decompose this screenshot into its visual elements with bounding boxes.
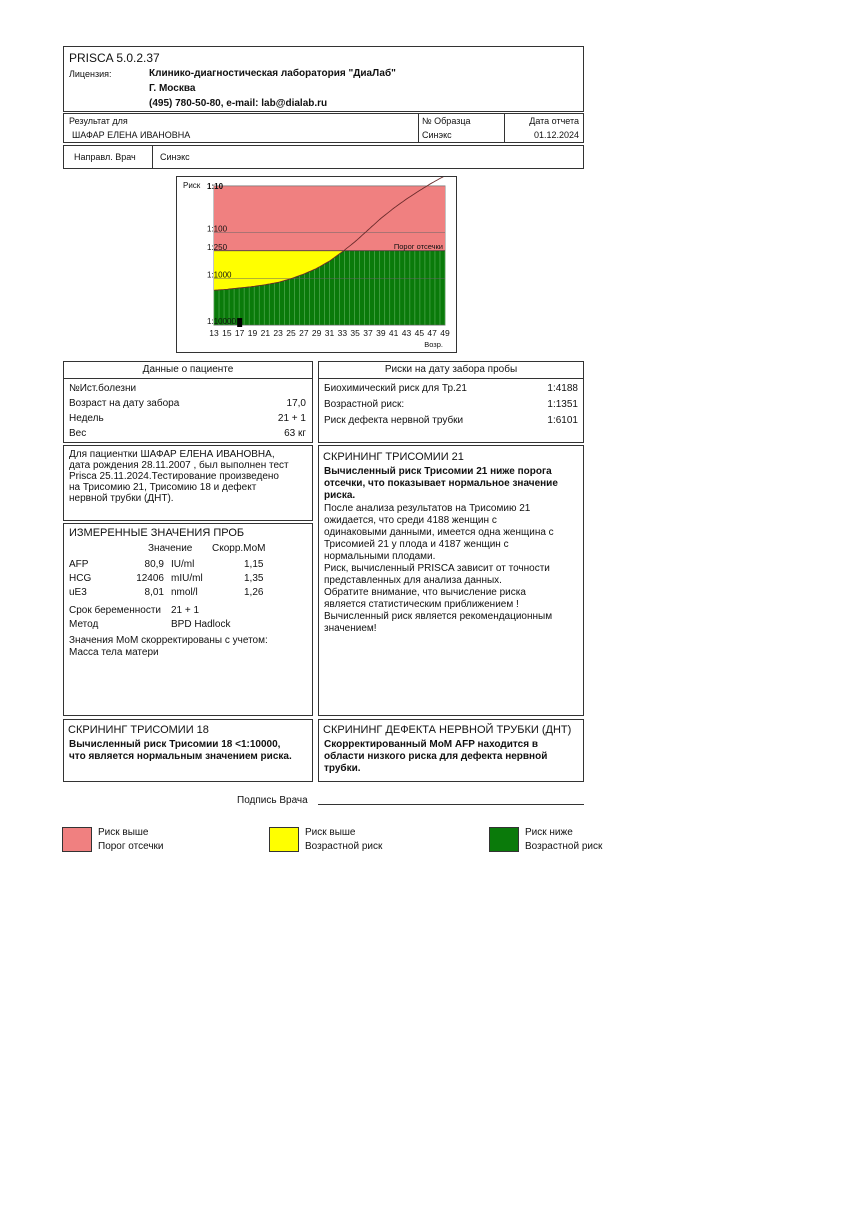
sample-label: № Образца: [422, 116, 471, 126]
lab-city: Г. Москва: [149, 83, 196, 94]
t21-box: [318, 445, 584, 716]
x-tick-label: 27: [299, 328, 309, 338]
x-tick-label: 33: [337, 328, 348, 338]
x-tick-label: 23: [273, 328, 283, 338]
ga-label: Срок беременности: [69, 605, 162, 616]
x-tick-label: 41: [388, 328, 399, 338]
legend-label: Риск выше: [98, 827, 149, 838]
patient-row-label: Возраст на дату забора: [69, 398, 180, 409]
analyte-value: 8,01: [144, 587, 164, 598]
x-tick-label: 43: [401, 328, 412, 338]
legend-swatch: [62, 827, 92, 852]
risk-chart-frame: [176, 176, 457, 353]
y-tick-label: 1:1000: [207, 270, 232, 280]
patient-data-box: [63, 361, 313, 443]
t18-box: [63, 719, 313, 782]
risk-row-label: Возрастной риск:: [324, 399, 405, 410]
method-label: Метод: [69, 619, 99, 630]
cutoff-label: Порог отсечки: [393, 241, 443, 251]
y-tick-label: 1:10000: [207, 317, 236, 326]
info-text: Для пациентки ШАФАР ЕЛЕНА ИВАНОВНА, дата рождения 28.11.2007 , был выполнен тест Prisca 25.11.2024.Тестирование произведено на Трисомию 21, Трисомию 18 и дефект нервной трубки (ДНТ).: [69, 449, 289, 504]
lab-name: Клинико-диагностическая лаборатория "ДиаЛаб": [149, 68, 396, 79]
x-tick-label: 47: [427, 328, 437, 338]
report-header: [63, 46, 584, 112]
date-label: Дата отчета: [529, 116, 579, 126]
risk-row-label: Риск дефекта нервной трубки: [324, 415, 464, 426]
legend-label: Возрастной риск: [525, 841, 603, 852]
patient-name: ШАФАР ЕЛЕНА ИВАНОВНА: [72, 130, 191, 140]
analyte-name: AFP: [69, 559, 89, 570]
analyte-mom: 1,15: [244, 559, 264, 570]
x-tick-label: 45: [414, 328, 425, 338]
y-tick-label: 1:100: [207, 224, 228, 234]
divider: [504, 114, 505, 142]
legend-label: Риск выше: [305, 827, 356, 838]
patient-row-value: 21 + 1: [277, 413, 306, 424]
lab-contacts: (495) 780-50-80, e-mail: lab@dialab.ru: [149, 98, 328, 109]
ntd-box: [318, 719, 584, 782]
risk-row-label: Биохимический риск для Тр.21: [324, 383, 467, 394]
y-axis-label: Риск: [183, 181, 201, 190]
x-tick-label: 29: [311, 328, 322, 338]
x-tick-label: 19: [247, 328, 258, 338]
app-version: PRISCA 5.0.2.37: [69, 51, 160, 65]
ntd-result: Скорректированный МоМ AFP находится в области низкого риска для дефекта нервной трубки.: [324, 739, 548, 774]
x-tick-label: 37: [363, 328, 373, 338]
ga-value: 21 + 1: [171, 605, 200, 616]
y-tick-label: 1:10: [207, 182, 224, 191]
signature-line: [318, 804, 584, 805]
col-mom-header: Скорр.МоМ: [212, 543, 266, 554]
divider: [418, 114, 419, 142]
risks-title: Риски на дату забора пробы: [319, 362, 583, 379]
analyte-mom: 1,35: [244, 573, 264, 584]
patient-marker: [237, 318, 242, 327]
patient-row-label: №Ист.болезни: [69, 383, 137, 394]
y-tick-label: 1:250: [207, 242, 228, 252]
doctor-row: [63, 145, 584, 169]
measured-title: ИЗМЕРЕННЫЕ ЗНАЧЕНИЯ ПРОБ: [69, 527, 245, 539]
result-row: [63, 113, 584, 143]
risk-row-value: 1:4188: [547, 383, 578, 394]
t21-result: Вычисленный риск Трисомии 21 ниже порога отсечки, что показывает нормальное значение риска.: [324, 466, 558, 501]
col-value-header: Значение: [148, 543, 193, 554]
t21-title: СКРИНИНГ ТРИСОМИИ 21: [323, 451, 464, 463]
x-axis-label: Возр.: [424, 340, 443, 349]
x-tick-label: 13: [209, 328, 219, 338]
sample-value: Синэкс: [422, 130, 452, 140]
legend-swatch: [269, 827, 299, 852]
risk-chart: [177, 177, 456, 352]
patient-data-title: Данные о пациенте: [64, 362, 312, 379]
signature-label: Подпись Врача: [237, 795, 308, 806]
legend-label: Порог отсечки: [98, 841, 164, 852]
patient-row-value: 63 кг: [284, 428, 306, 439]
x-tick-label: 49: [440, 328, 450, 338]
risk-row-value: 1:1351: [547, 399, 578, 410]
t18-title: СКРИНИНГ ТРИСОМИИ 18: [68, 724, 209, 736]
info-box: [63, 445, 313, 521]
patient-row-label: Недель: [69, 413, 104, 424]
license-label: Лицензия:: [69, 69, 112, 79]
x-tick-label: 17: [234, 328, 245, 338]
x-tick-label: 31: [324, 328, 335, 338]
risks-box: [318, 361, 584, 443]
date-value: 01.12.2024: [533, 130, 579, 140]
patient-row-label: Вес: [69, 428, 87, 439]
x-tick-label: 35: [350, 328, 360, 338]
doctor-value: Синэкс: [160, 152, 190, 162]
analyte-mom: 1,26: [244, 587, 264, 598]
patient-row-value: 17,0: [286, 398, 306, 409]
x-tick-label: 15: [222, 328, 232, 338]
analyte-name: HCG: [69, 573, 92, 584]
analyte-unit: IU/ml: [171, 559, 195, 570]
t18-result: Вычисленный риск Трисомии 18 <1:10000, что является нормальным значением риска.: [69, 739, 292, 762]
analyte-name: uE3: [69, 587, 87, 598]
legend-label: Риск ниже: [525, 827, 573, 838]
analyte-unit: nmol/l: [171, 587, 198, 598]
measured-box: [63, 523, 313, 716]
legend-label: Возрастной риск: [305, 841, 383, 852]
doctor-label: Направл. Врач: [74, 152, 136, 162]
legend-swatch: [489, 827, 519, 852]
result-for-label: Результат для: [69, 116, 128, 126]
analyte-value: 80,9: [144, 559, 164, 570]
ntd-title: СКРИНИНГ ДЕФЕКТА НЕРВНОЙ ТРУБКИ (ДНТ): [323, 724, 572, 736]
analyte-unit: mIU/ml: [171, 573, 203, 584]
method-value: BPD Hadlock: [171, 619, 231, 630]
x-tick-label: 39: [376, 328, 386, 338]
t21-explanation: После анализа результатов на Трисомию 21 ожидается, что среди 4188 женщин с одинаковыми данными, имеется одна женщина с Трисомией 21 у плода и 4187 женщин с нормальными плодами. Риск, вычисленный PRISCA зависит от точности представленных для анализа данных. Обратите внимание, что вычисление риска является статистическим приближением ! Вычисленный риск является рекомендационным значением!: [324, 503, 554, 634]
mom-note: Значения МоМ скорректированы с учетом: Масса тела матери: [69, 635, 268, 658]
x-tick-label: 21: [260, 328, 271, 338]
risk-row-value: 1:6101: [547, 415, 578, 426]
x-tick-label: 25: [286, 328, 296, 338]
divider: [152, 146, 153, 168]
analyte-value: 12406: [136, 573, 164, 584]
